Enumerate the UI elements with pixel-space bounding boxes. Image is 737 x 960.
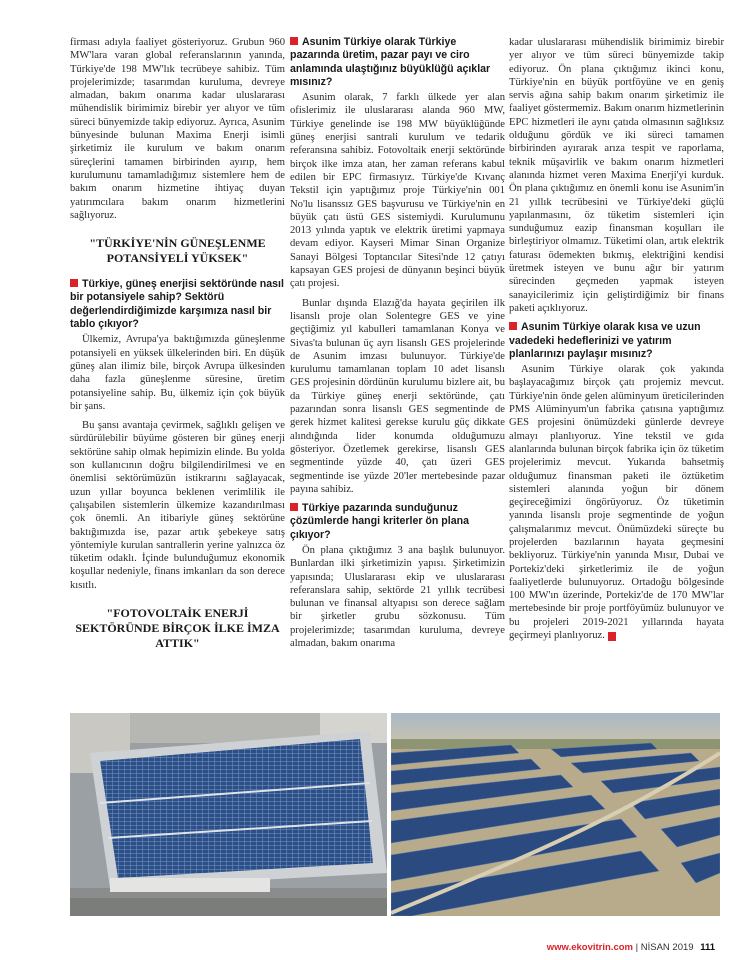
paragraph: Ülkemiz, Avrupa'ya baktığımızda güneşlenme potansiyeli en yüksek ülkelerinden biri. En düşük güneş alan ilimiz bile, birçok Avrupa ülkesinden daha fazla güneşlenme süresine, üretim potansiyeline sahip. Bu, ülkemiz için çok büyük bir şans.: [70, 334, 285, 412]
page-number: 111: [700, 942, 715, 953]
question: [290, 502, 505, 542]
article-column-1: [70, 36, 285, 663]
question-text: Türkiye, güneş enerjisi sektöründe nasıl bir potansiyele sahip? Sektörü değerlendirdiğimizde karşımıza nasıl bir tablo çıkıyor?: [70, 278, 284, 331]
paragraph: Bunlar dışında Elazığ'da hayata geçirilen ilk lisanslı proje olan Solentegre GES ve yine geçtiğimiz yıl kabulleri tamamlanan Konya ve Sivas'ta bulunan üç ayrı lisanslı GES projelerinde de Asunim imzası bulunuyor. Türkiye'de kurulumu tamamlanan toplam 10 adet lisanslı GES projesinin dördünün kurulumu bizlere ait, bu da Türkiye güneş enerji sektöründe, çatı pazarından sonra lisanslı GES segmentinde de gerek hizmet kalitesi gerekse kurulu güç dikkate alındığında lider konumda olduğumuzu gösteriyor. Özetlemek gerekirse, lisanslı GES segmentinde yüzde 40, çatı üzeri GES segmentinde ise yüzde 20'ler mertebesinde pazar payına sahibiz.: [290, 297, 505, 495]
solar-farm-photo: [391, 713, 720, 916]
paragraph: Bu şansı avantaja çevirmek, sağlıklı gelişen ve sürdürülebilir büyüme gösteren bir güneş enerji sektörüne sahip olmak hepimizin elinde. Bu yolda son kullanıcının doğru bilgilendirilmesi ve en önemlisi sektörümüzün istikrarını sağlayacak, uzun yıllar boyunca beklenen verimlilik ile çalışabilen sistemlerin ülkemize kazandırılması çok önemli. An itibariyle güneş sektörüne baktığımızda ise, pazar artık şebekeye satış yöntemiyle kurulan santrallerin yerine yalnızca öz tüketim odaklı. İçinde bulunduğumuz ekonomik koşullar nedeniyle, finans imkanları da son derece kısıtlı.: [70, 420, 285, 591]
question: [509, 321, 724, 361]
page-footer: [547, 942, 715, 953]
footer-separator: |: [635, 942, 639, 953]
question-text: Türkiye pazarında sunduğunuz çözümlerde hangi kriterler ön plana çıkıyor?: [290, 502, 469, 541]
rooftop-solar-photo: [70, 713, 387, 916]
issue-date: NİSAN 2019: [640, 942, 694, 953]
article-column-3: [509, 36, 724, 648]
paragraph: kadar uluslararası mühendislik birimimiz birebir yer alıyor ve tüm süreci bünyemizde takip ediyoruz. Ön plana çıktığımız ikinci konu, Türkiye'nin en büyük portföyüne ve en geniş servis ağına sahip bakım onarım şirketimiz ile faaliyet göstermemiz. Bakım onarım hizmetlerinin EPC hizmetleri ile aynı çatıda olmasının sağlıksız olduğunu gördük ve iki süreci tamamen birbirinden ayırarak arıza tespit ve raporlama, teknik müşavirlik ve bakım onarım hizmetleri alanında hizmet veren Maxima Enerji'yi kurduk. Ön plana çıktığımız en önemli konu ise Asunim'in 21 yıllık tecrübesini ve Türkiye'deki güçlü yapılanmasını, öz tüketim sistemleri için sunduğumuz eazip finansman koşulları ile birleştiriyor olmamız. Tüketimi olan, artık elektrik faturası ödemekten bıkmış, elektriğini kendisi üretmek isteyen ve bunu ağır bir yatırım sürecinden geçmeden yapmak isteyen sanayicilerimiz için geliştirdiğimiz bir finans paketi açıklıyoruz.: [509, 37, 724, 314]
solar-farm-illustration: [391, 713, 720, 916]
question-text: Asunim Türkiye olarak Türkiye pazarında üretim, pazar payı ve ciro anlamında ulaştığınız büyüklüğü açıklar mısınız?: [290, 36, 491, 88]
paragraph: firması adıyla faaliyet gösteriyoruz. Grubun 960 MW'lara varan global referanslarının yanında, Türkiye'de 198 MW'lık tecrübeye sahibiz. Tüm projelerimizde; tasarımdan kuruluma, devreye almadan, bakım onarıma kadar uluslararası mühendislik birimimiz birebir yer alıyor ve tüm süreci bünyemizde takip ediyoruz. Ayrıca, Asunim bünyesinde bulunan Maxima Enerji isimli şirketimiz ile kurulum ve bakım onarım süreçlerini tamamen birbirinden ayırıp, hem kurulumunu tamamladığımız sistemlere hem de bakım onarım hizmetine ihtiyaç duyan yatırımcılara bakım onarım hizmetlerini sağlıyoruz.: [70, 37, 285, 221]
website-link[interactable]: www.ekovitrin.com: [546, 942, 633, 953]
square-bullet-icon: [509, 322, 517, 330]
paragraph: Asunim olarak, 7 farklı ülkede yer alan ofislerimiz ile uluslararası alanda 960 MW, Türkiye genelinde ise 198 MW büyüklüğünde güneş enerjisi santrali kurulum ve tedarik referansına sahibiz. Fotovoltaik enerji sektöründe birçok ilke imza atan, her zaman referans kabul edilen bir EPC firmasıyız. Türkiye'de Kıvanç Tekstil için yaptığımız proje Türkiye'nin 001 No'lu lisanssız GES başvurusu ve Türkiye'nin en büyük çatı üstü GES sistemiydi. Kurulumunu 2013 yılında yaptık ve elektrik üretimi yapmaya devam ediyor. Kayseri Mimar Sinan Organize Sanayi Bölgesi Toptancılar Sitesi'nde 12 çatıyı kapsayan GES projesi de dünyanın beşinci büyük çatı projesi.: [290, 92, 505, 290]
square-bullet-icon: [70, 279, 78, 287]
subheading: "FOTOVOLTAİK ENERJİ SEKTÖRÜNDE BİRÇOK İLKE İMZA ATTIK": [75, 605, 280, 650]
article-column-2: [290, 36, 505, 656]
subheading: "TÜRKİYE'NİN GÜNEŞLENME POTANSİYELİ YÜKSEK": [89, 236, 266, 266]
end-mark-icon: E: [608, 632, 616, 641]
paragraph: [509, 363, 724, 642]
paragraph: Ön plana çıktığımız 3 ana başlık bulunuyor. Bunlardan ilki şirketimizin yapısı. Şirketimizin yapısında; Uluslararası ekip ve uluslararası referanslara sahip, sektörde 21 yıllık tecrübesi bulunan ve finansal altyapısı son derece sağlam bir şirketler grubu sözkonusu. Tüm projelerimizde; tasarımdan kuruluma, devreye almadan, bakım onarıma: [290, 544, 505, 650]
square-bullet-icon: [290, 37, 298, 45]
question: [70, 278, 285, 331]
paragraph-text: Asunim Türkiye olarak çok yakında başlayacağımız birçok çatı projemiz mevcut. Türkiye'nin önde gelen alüminyum üreticilerinden PMS Alüminyum'un fabrika çatısına yaptığımız GES projesini önümüzdeki günlerde devreye almayı planlıyoruz. Yine tekstil ve gıda alanlarında bulunan birçok fabrika için öz tüketim projelerimiz mevcut. Yukarıda bahsetmiş olduğumuz finansman paketi ile öztüketim sistemleri alanında yoğun bir dönem geçireceğimizi öngörüyoruz. Öz tüketimin yanında lisanslı proje segmentinde de yoğun çalışmalarımız mevcut. Önümüzdeki süreçte bu projelerden bazılarının hayata geçmesini bekliyoruz. Türkiye'nin yanında Mısır, Dubai ve Portekiz'deki şirketlerimiz ile de yoğun faaliyetlerde bulunuyoruz. Ortadoğu bölgesinde 100 MW'ın üzerinde, Portekiz'de de 170 MW'lar mertebesinde bir proje portföyümüz bulunuyor ve bu projeleri 2019-2021 yıllarında hayata geçirmeyi planlıyoruz.: [509, 364, 724, 642]
square-bullet-icon: [290, 503, 298, 511]
rooftop-solar-illustration: [70, 713, 387, 916]
photo-strip: [70, 713, 720, 916]
question: [290, 36, 505, 89]
question-text: Asunim Türkiye olarak kısa ve uzun vadedeki hedeflerinizi ve yatırım planlarınızı paylaşır mısınız?: [509, 321, 701, 360]
